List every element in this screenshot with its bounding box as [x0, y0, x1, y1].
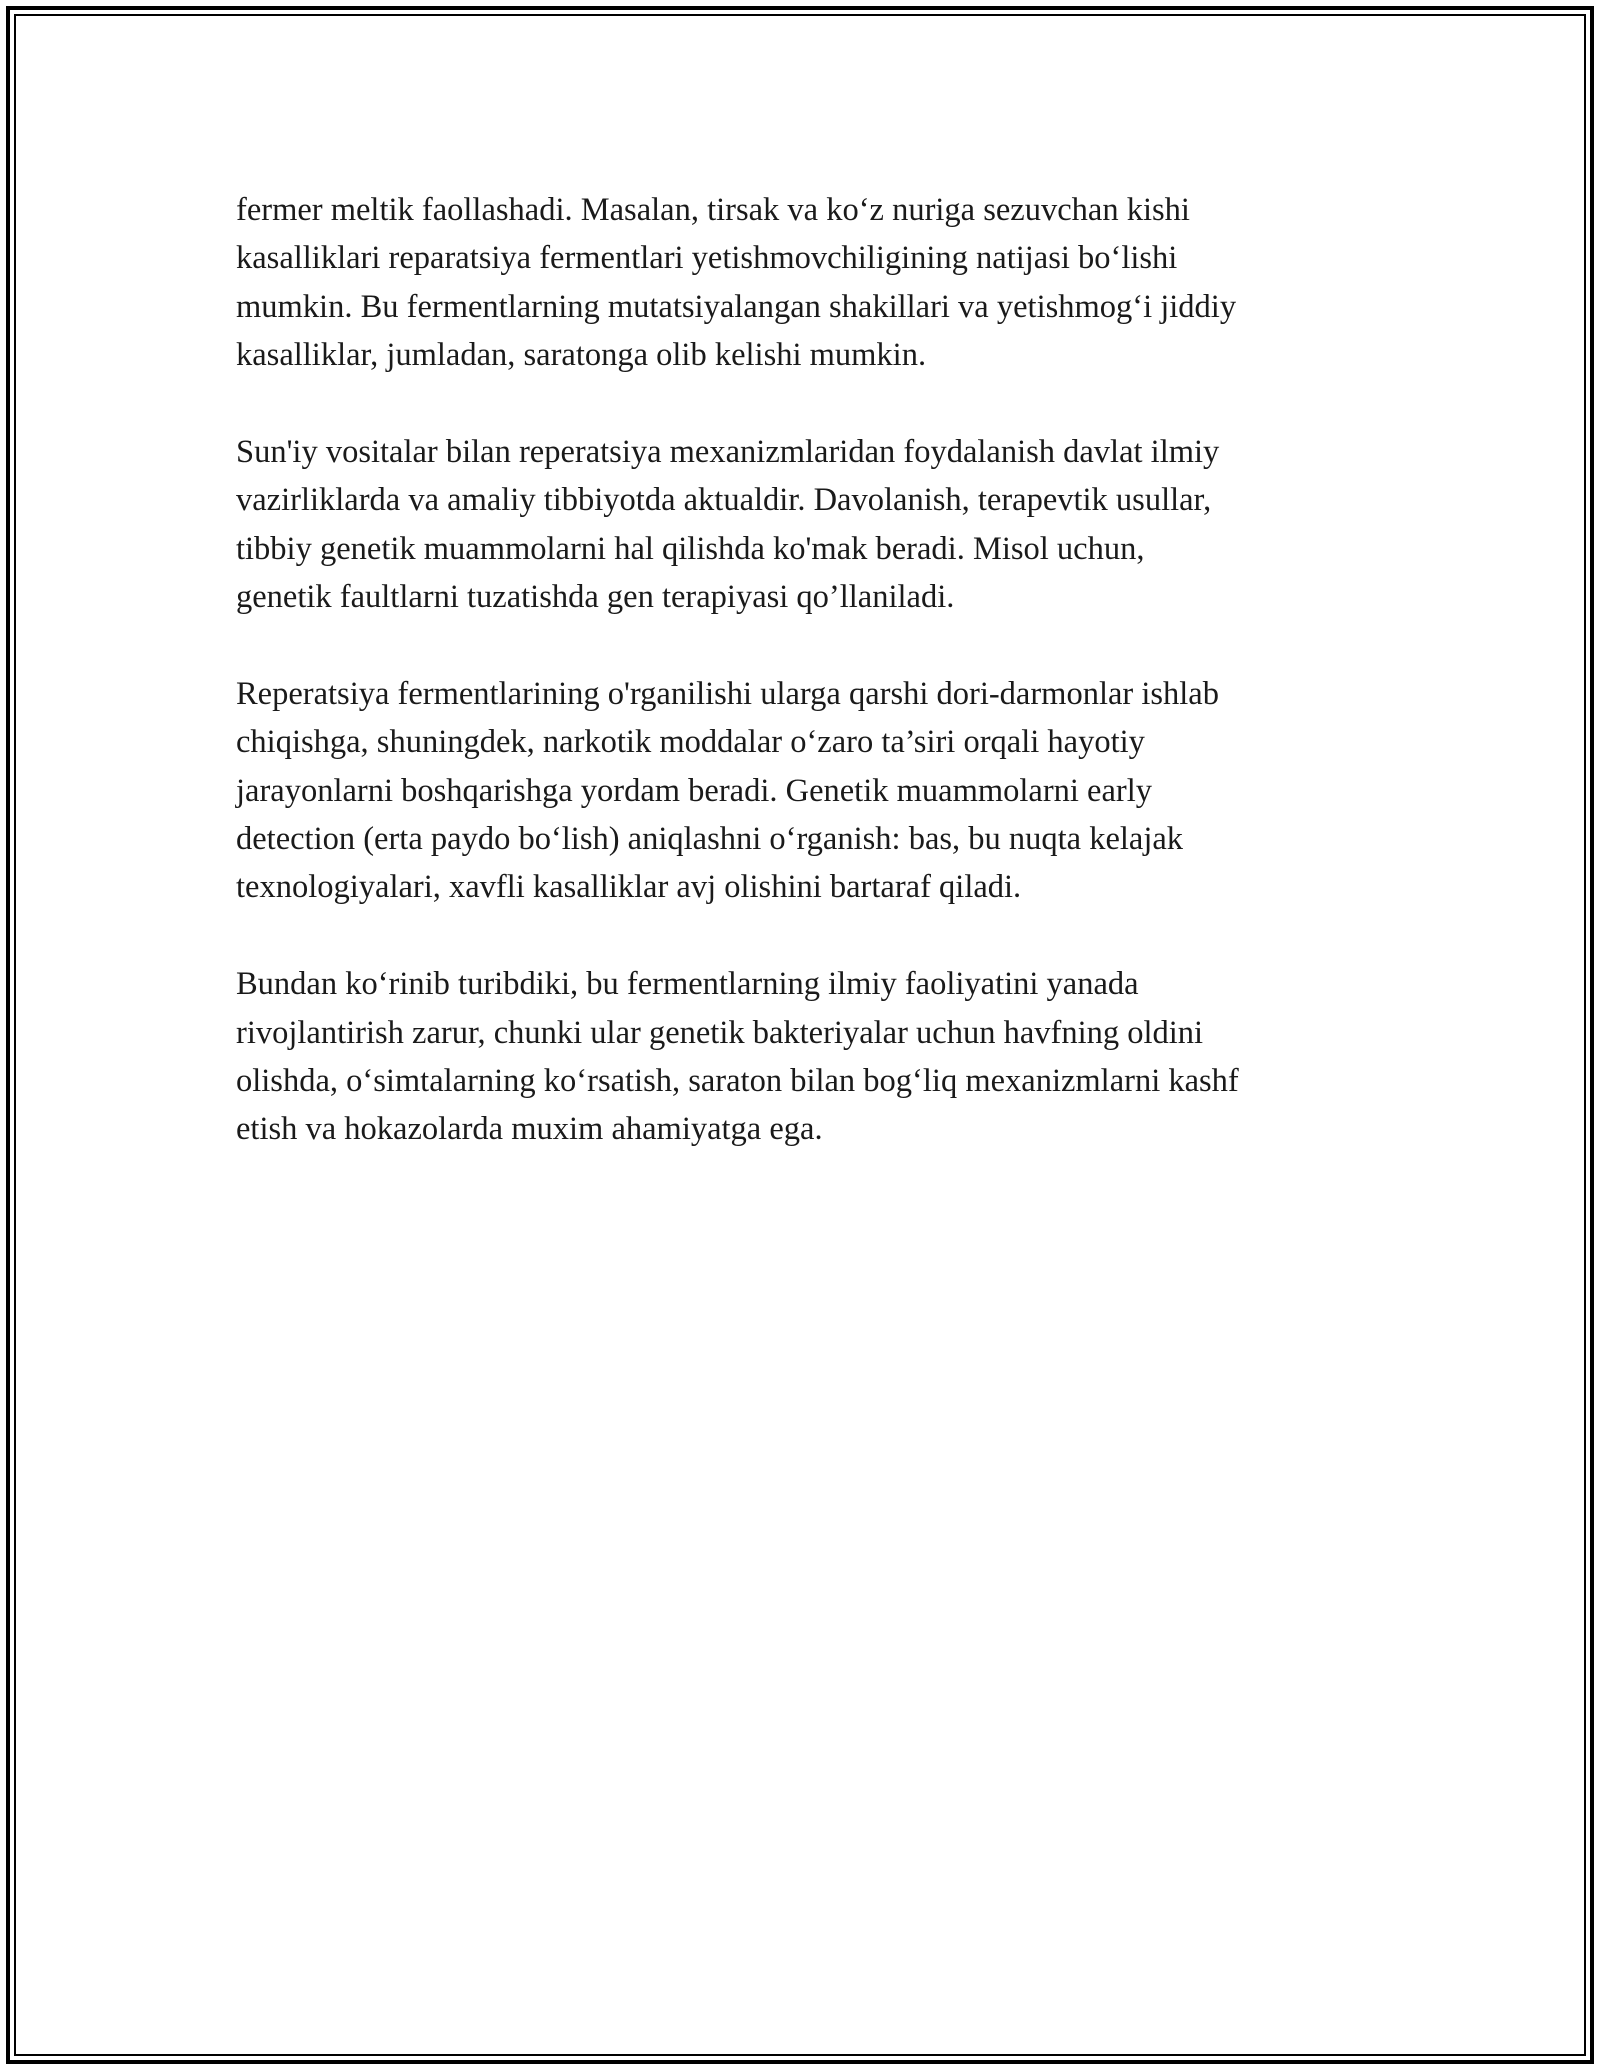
text-line: fermer meltik faollashadi. Masalan, tirsak va ko‘z nuriga sezuvchan kishi — [236, 192, 1190, 228]
text-line: kasalliklari reparatsiya fermentlari yetishmovchiligining natijasi bo‘lishi — [236, 240, 1178, 277]
text-line: kasalliklar, jumladan, saratonga olib kelishi mumkin. — [236, 337, 927, 374]
text-line: Reperatsiya fermentlarining o'rganilishi ularga qarshi dori-darmonlar ishlab — [236, 675, 1219, 712]
text-line: texnologiyalari, xavfli kasalliklar avj olishini bartaraf qiladi. — [236, 869, 1022, 906]
paragraph-3 — [236, 670, 1376, 912]
document-body — [236, 186, 1376, 1202]
text-line: jarayonlarni boshqarishga yordam beradi. Genetik muammolarni early — [236, 772, 1153, 809]
text-line: genetik faultlarni tuzatishda gen terapiyasi qo’llaniladi. — [236, 579, 955, 616]
text-line: olishda, o‘simtalarning ko‘rsatish, saraton bilan bog‘liq mexanizmlarni kashf — [236, 1063, 1239, 1100]
text-line: vazirliklarda va amaliy tibbiyotda aktualdir. Davolanish, terapevtik usullar, — [236, 482, 1212, 519]
text-line: rivojlantirish zarur, chunki ular genetik bakteriyalar uchun havfning oldini — [236, 1014, 1204, 1051]
paragraph-2 — [236, 428, 1376, 622]
text-line: detection (erta paydo bo‘lish) aniqlashni o‘rganish: bas, bu nuqta kelajak — [236, 821, 1184, 858]
paragraph-1 — [236, 186, 1376, 380]
paragraph-4 — [236, 960, 1376, 1154]
text-line: Bundan ko‘rinib turibdiki, bu fermentlarning ilmiy faoliyatini yanada — [236, 966, 1139, 1003]
text-line: etish va hokazolarda muxim ahamiyatga ega. — [236, 1111, 823, 1148]
text-line: chiqishga, shuningdek, narkotik moddalar o‘zaro ta’siri orqali hayotiy — [236, 724, 1145, 761]
text-line: Sun'iy vositalar bilan reperatsiya mexanizmlaridan foydalanish davlat ilmiy — [236, 433, 1220, 470]
text-line: tibbiy genetik muammolarni hal qilishda ko'mak beradi. Misol uchun, — [236, 530, 1145, 567]
text-line: mumkin. Bu fermentlarning mutatsiyalangan shakillari va yetishmog‘i jiddiy — [236, 288, 1237, 325]
